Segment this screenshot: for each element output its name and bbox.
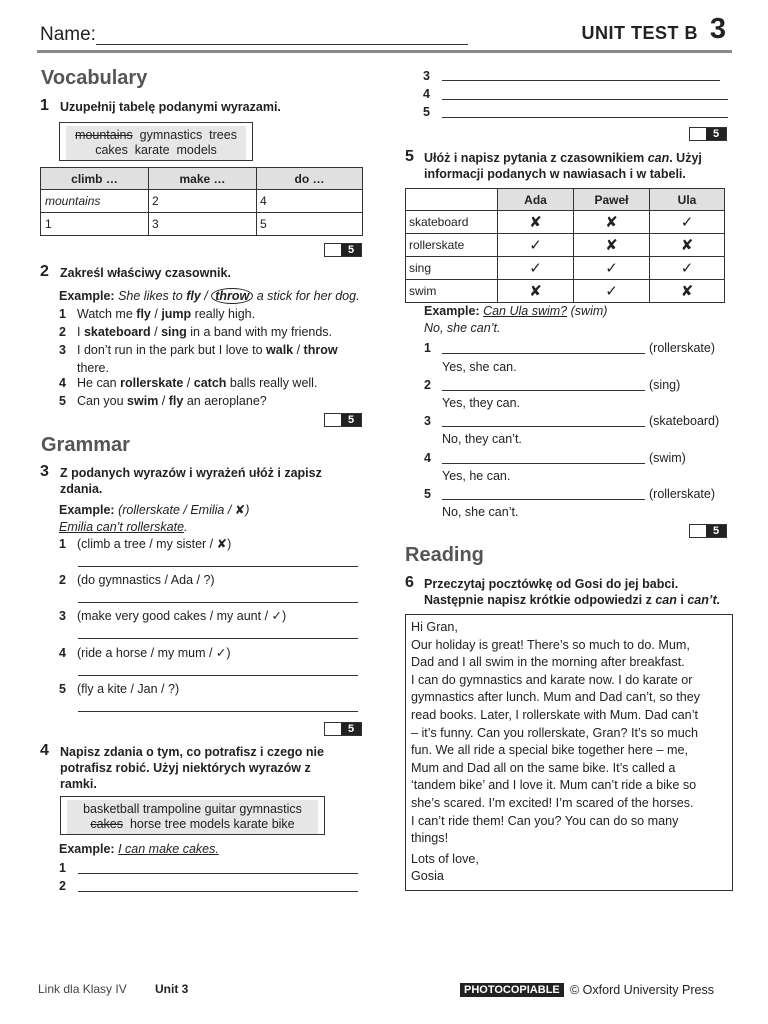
option[interactable]: rollerskate [120,376,184,390]
letter-signature: Gosia [411,869,444,884]
example-answer: I can make cakes. [118,842,219,856]
task-instruction: Uzupełnij tabelę podanymi wyrazami. [60,100,281,114]
footer-book-title: Link dla Klasy IV [38,982,127,996]
table-header: Paweł [574,189,650,211]
answer-line[interactable] [442,106,728,118]
task5-example [424,303,607,337]
example-text: a stick for her dog. [256,289,360,303]
table-cell: skateboard [406,211,498,234]
option[interactable]: sing [161,325,187,339]
answer-line[interactable] [78,862,358,874]
list-item: 1 (climb a tree / my sister / ✘) [59,537,232,551]
word: karate [134,143,170,157]
table-cell[interactable]: 4 [257,190,363,213]
answer-line[interactable] [442,69,720,81]
mark-cell: ✘ [574,234,650,257]
letter-line: – it’s funny. Can you rollerskate, Gran? It’s so much [411,725,698,740]
word: cakes [95,143,128,157]
footer-unit: Unit 3 [155,982,189,996]
section-title-reading: Reading [405,544,484,566]
task-instruction: Napisz zdania o tym, co potrafisz i czego nie potrafisz robić. Użyj niektórych wyrazów z ramki. [60,745,324,791]
letter-line: gymnastics after lunch. Mum and Dad can’t, so they [411,690,701,705]
mark-cell: ✘ [650,234,725,257]
score-value: 5 [341,723,361,735]
option[interactable]: throw [303,343,338,357]
mark-cell: ✓ [498,234,574,257]
task4-example [59,841,219,858]
option[interactable]: skateboard [83,325,151,339]
section-title-grammar: Grammar [41,434,130,456]
word-box [60,796,325,835]
example-label: Example: [59,289,115,303]
unit-number: 3 [709,13,726,45]
list-item: 4 [424,451,431,465]
example-hint: (swim) [570,304,608,318]
answer-line[interactable] [78,880,358,892]
name-label: Name: [40,24,96,45]
word-struck: mountains [75,128,133,142]
word: models [176,143,217,157]
list-item: 3 [423,69,430,83]
option[interactable]: fly [136,307,151,321]
answer-line[interactable] [78,627,358,639]
score-box [324,722,362,736]
mark-cell: ✓ [574,257,650,280]
table-cell[interactable]: 3 [149,213,257,236]
score-box [324,243,362,257]
list-item: 4 [423,87,430,101]
list-item: 2 [424,378,431,392]
task-number: 4 [40,742,49,759]
vocabulary-table [40,167,363,236]
item-answer: No, she can’t. [442,505,519,519]
task2-example: Example: She likes to fly / throw a stick for her dog. [59,289,360,303]
word-list: horse tree models karate bike [129,817,295,831]
letter-line: she’s scared. I’m excited! I’m scared of the horses. [411,795,694,810]
table-header: do … [257,168,363,190]
list-item: 3 I don’t run in the park but I love to walk / throw there. [59,343,338,375]
task3-example: Example: (rollerskate / Emilia / ✘) Emilia can’t rollerskate. [59,503,250,534]
table-header: make … [149,168,257,190]
item-answer: Yes, she can. [442,360,517,374]
table-header: climb … [41,168,149,190]
example-option: fly [186,289,201,303]
task-instruction: Przeczytaj pocztówkę od Gosi do jej babci. Następnie napisz krótkie odpowiedzi z can i can’t. [424,577,721,607]
answer-line[interactable] [78,664,358,676]
answer-line[interactable] [442,88,728,100]
letter-line: Our holiday is great! There’s so much to do. Mum, [411,637,690,652]
mark-cell: ✓ [498,257,574,280]
word: gymnastics [139,128,203,142]
option[interactable]: fly [168,394,184,408]
mark-cell: ✓ [650,211,725,234]
score-box [324,413,362,427]
mark-cell: ✘ [498,211,574,234]
table-cell: swim [406,280,498,303]
list-item: 1 [59,861,66,875]
option[interactable]: walk [266,343,294,357]
score-value: 5 [706,128,726,140]
item-answer: Yes, they can. [442,396,521,410]
example-text: She likes to [118,289,183,303]
example-option-circled: throw [211,288,253,304]
task-number: 6 [405,574,414,591]
task-number: 3 [40,463,49,480]
table-cell: rollerskate [406,234,498,257]
table-cell: mountains [41,190,149,213]
task-instruction: Ułóż i napisz pytania z czasownikiem can. Użyj informacji podanych w nawiasach i w tabeli. [424,151,702,181]
task-number: 2 [40,263,49,280]
score-value: 5 [706,525,726,537]
task-instruction: Z podanych wyrazów i wyrażeń ułóż i zapisz zdania. [60,466,322,496]
item-hint: (sing) [649,378,681,392]
letter-line: Mum and Dad all on the same bike. It’s called a [411,760,676,775]
letter-line: ‘tandem bike’ and I love it. Mum can’t ride a bike so [411,778,697,793]
score-box [689,127,727,141]
list-item: 2 [59,879,66,893]
example-answer: Emilia can’t rollerskate [59,520,185,534]
publisher-credit: © Oxford University Press [570,983,714,997]
list-item: 5 (fly a kite / Jan / ?) [59,682,180,696]
answer-line[interactable] [442,415,645,427]
example-label: Example: [424,304,480,318]
list-item: 4 (ride a horse / my mum / ✓) [59,646,231,660]
unit-test-title: UNIT TEST B [581,23,698,43]
letter-line: I can’t ride them! Can you? You can do so many [411,813,679,828]
letter-line: Dad and I all swim in the morning after breakfast. [411,655,685,670]
photocopiable-badge: PHOTOCOPIABLE [460,983,564,997]
task-number: 5 [405,148,414,165]
letter-signoff: Lots of love, [411,851,479,866]
table-cell[interactable]: 2 [149,190,257,213]
table-cell: sing [406,257,498,280]
answer-line[interactable] [442,452,645,464]
postcard-text-box [405,614,733,891]
answer-line[interactable] [78,555,358,567]
list-item: 5 Can you swim / fly an aeroplane? [59,394,267,408]
abilities-table [405,188,725,303]
mark-cell: ✘ [498,280,574,303]
list-item: 1 Watch me fly / jump really high. [59,307,256,321]
table-header-empty [406,189,498,211]
task-number: 1 [40,97,49,114]
table-header: Ula [650,189,725,211]
table-header: Ada [498,189,574,211]
letter-line: I can do gymnastics and karate now. I do karate or [411,672,693,687]
letter-line: read books. Later, I rollerskate with Mum. Dad can’t [411,707,698,722]
list-item: 4 He can rollerskate / catch balls really well. [59,376,318,390]
letter-line: Hi Gran, [411,620,458,634]
option[interactable]: swim [127,394,159,408]
mark-cell: ✓ [574,280,650,303]
option[interactable]: catch [193,376,227,390]
word-list: basketball trampoline guitar gymnastics [83,802,302,816]
example-answer: No, she can’t. [424,321,501,335]
list-item: 1 [424,341,431,355]
list-item: 5 [424,487,431,501]
letter-line: fun. We all ride a special bike together here – me, [411,743,688,758]
option[interactable]: jump [161,307,192,321]
item-hint: (rollerskate) [649,487,715,501]
mark-cell: ✓ [650,257,725,280]
word-struck: cakes [90,817,124,831]
answer-line[interactable] [442,342,645,354]
item-hint: (rollerskate) [649,341,715,355]
answer-line[interactable] [78,591,358,603]
name-input-line[interactable] [96,44,468,45]
score-value: 5 [341,244,361,256]
answer-line[interactable] [442,379,645,391]
answer-line[interactable] [78,700,358,712]
item-answer: No, they can’t. [442,432,522,446]
mark-cell: ✘ [574,211,650,234]
example-label: Example: [59,842,115,856]
task-instruction: Zakreśl właściwy czasownik. [60,266,231,280]
word: trees [209,128,237,142]
header-divider [37,50,732,53]
example-prompt: (rollerskate / Emilia / ✘) [118,503,250,517]
letter-line: things! [411,831,449,846]
item-answer: Yes, he can. [442,469,511,483]
item-hint: (skateboard) [649,414,720,428]
list-item: 3 (make very good cakes / my aunt / ✓) [59,609,287,623]
mark-cell: ✘ [650,280,725,303]
score-box [689,524,727,538]
list-item: 2 (do gymnastics / Ada / ?) [59,573,215,587]
table-cell[interactable]: 5 [257,213,363,236]
word-box [59,122,253,161]
example-label: Example: [59,503,115,517]
section-title-vocabulary: Vocabulary [41,67,148,89]
list-item: 3 [424,414,431,428]
answer-line[interactable] [442,488,645,500]
item-hint: (swim) [649,451,686,465]
list-item: 5 [423,105,430,119]
example-question: Can Ula swim? [483,304,568,318]
list-item: 2 I skateboard / sing in a band with my friends. [59,325,333,339]
table-cell[interactable]: 1 [41,213,149,236]
score-value: 5 [341,414,361,426]
